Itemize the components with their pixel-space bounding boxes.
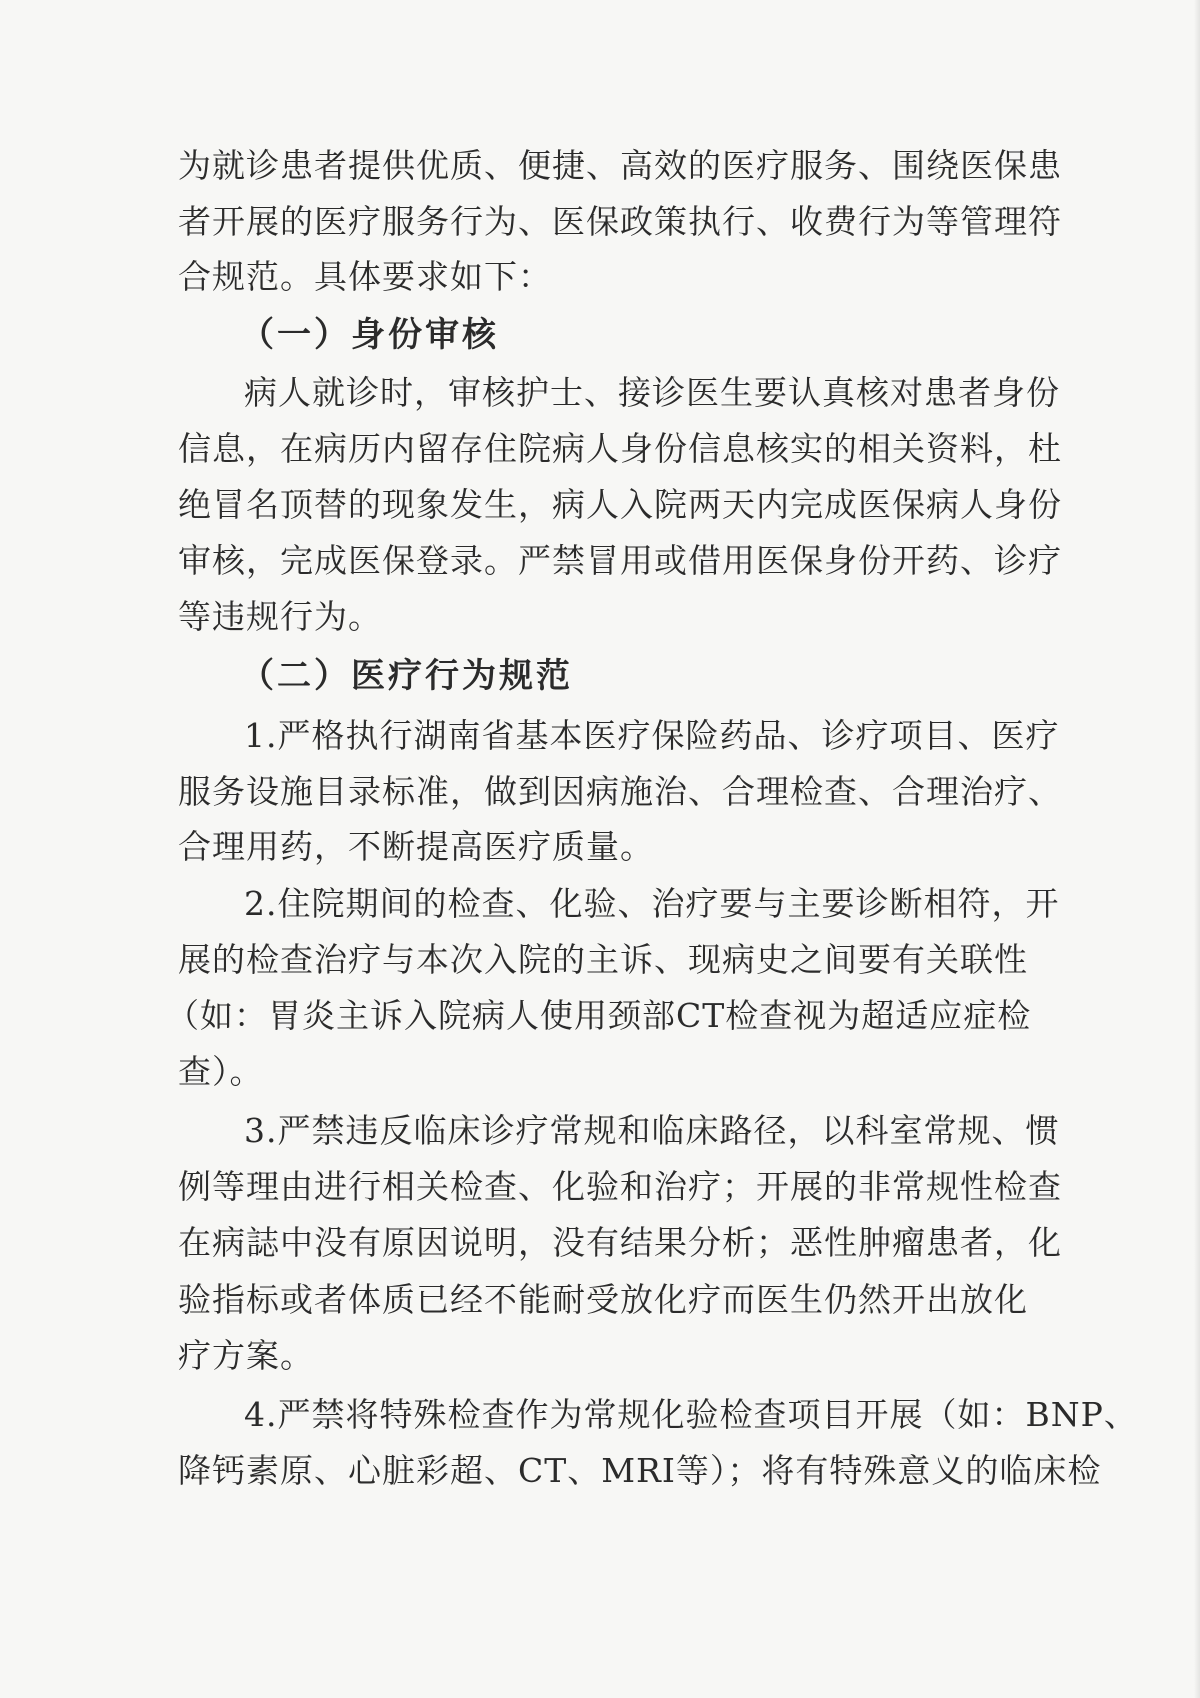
body-line: 2.住院期间的检查、化验、治疗要与主要诊断相符，开 — [244, 884, 1060, 923]
body-line: 验指标或者体质已经不能耐受放化疗而医生仍然开出放化 — [178, 1280, 1028, 1319]
body-line: 展的检查治疗与本次入院的主诉、现病史之间要有关联性 — [178, 940, 1028, 979]
body-line: 审核，完成医保登录。严禁冒用或借用医保身份开药、诊疗 — [178, 541, 1062, 580]
body-line: 降钙素原、心脏彩超、CT、MRI等）；将有特殊意义的临床检 — [178, 1451, 1102, 1490]
body-line: 1.严格执行湖南省基本医疗保险药品、诊疗项目、医疗 — [244, 716, 1060, 755]
body-line: 等违规行为。 — [178, 597, 382, 636]
body-line: 为就诊患者提供优质、便捷、高效的医疗服务、围绕医保患 — [178, 146, 1062, 185]
body-line: 4.严禁将特殊检查作为常规化验检查项目开展（如：BNP、 — [244, 1395, 1138, 1434]
section-heading-identity: （一）身份审核 — [240, 315, 499, 355]
body-line: 疗方案。 — [178, 1336, 314, 1375]
body-line: 信息，在病历内留存住院病人身份信息核实的相关资料，杜 — [178, 429, 1062, 468]
body-line: 例等理由进行相关检查、化验和治疗；开展的非常规性检查 — [178, 1167, 1062, 1206]
body-line: 者开展的医疗服务行为、医保政策执行、收费行为等管理符 — [178, 202, 1062, 241]
scan-edge — [1194, 0, 1200, 1698]
body-line: 合理用药，不断提高医疗质量。 — [178, 827, 654, 866]
body-line: 在病誌中没有原因说明，没有结果分析；恶性肿瘤患者，化 — [178, 1223, 1062, 1262]
body-line: 合规范。具体要求如下： — [178, 257, 552, 296]
body-line: （如：胃炎主诉入院病人使用颈部CT检查视为超适应症检 — [166, 996, 1032, 1035]
body-line: 服务设施目录标准，做到因病施治、合理检查、合理治疗、 — [178, 772, 1062, 811]
body-line: 查）。 — [178, 1052, 264, 1091]
body-line: 3.严禁违反临床诊疗常规和临床路径，以科室常规、惯 — [244, 1111, 1060, 1150]
body-line: 病人就诊时，审核护士、接诊医生要认真核对患者身份 — [244, 373, 1060, 412]
body-line: 绝冒名顶替的现象发生，病人入院两天内完成医保病人身份 — [178, 485, 1062, 524]
section-heading-medical-conduct: （二）医疗行为规范 — [240, 656, 573, 696]
